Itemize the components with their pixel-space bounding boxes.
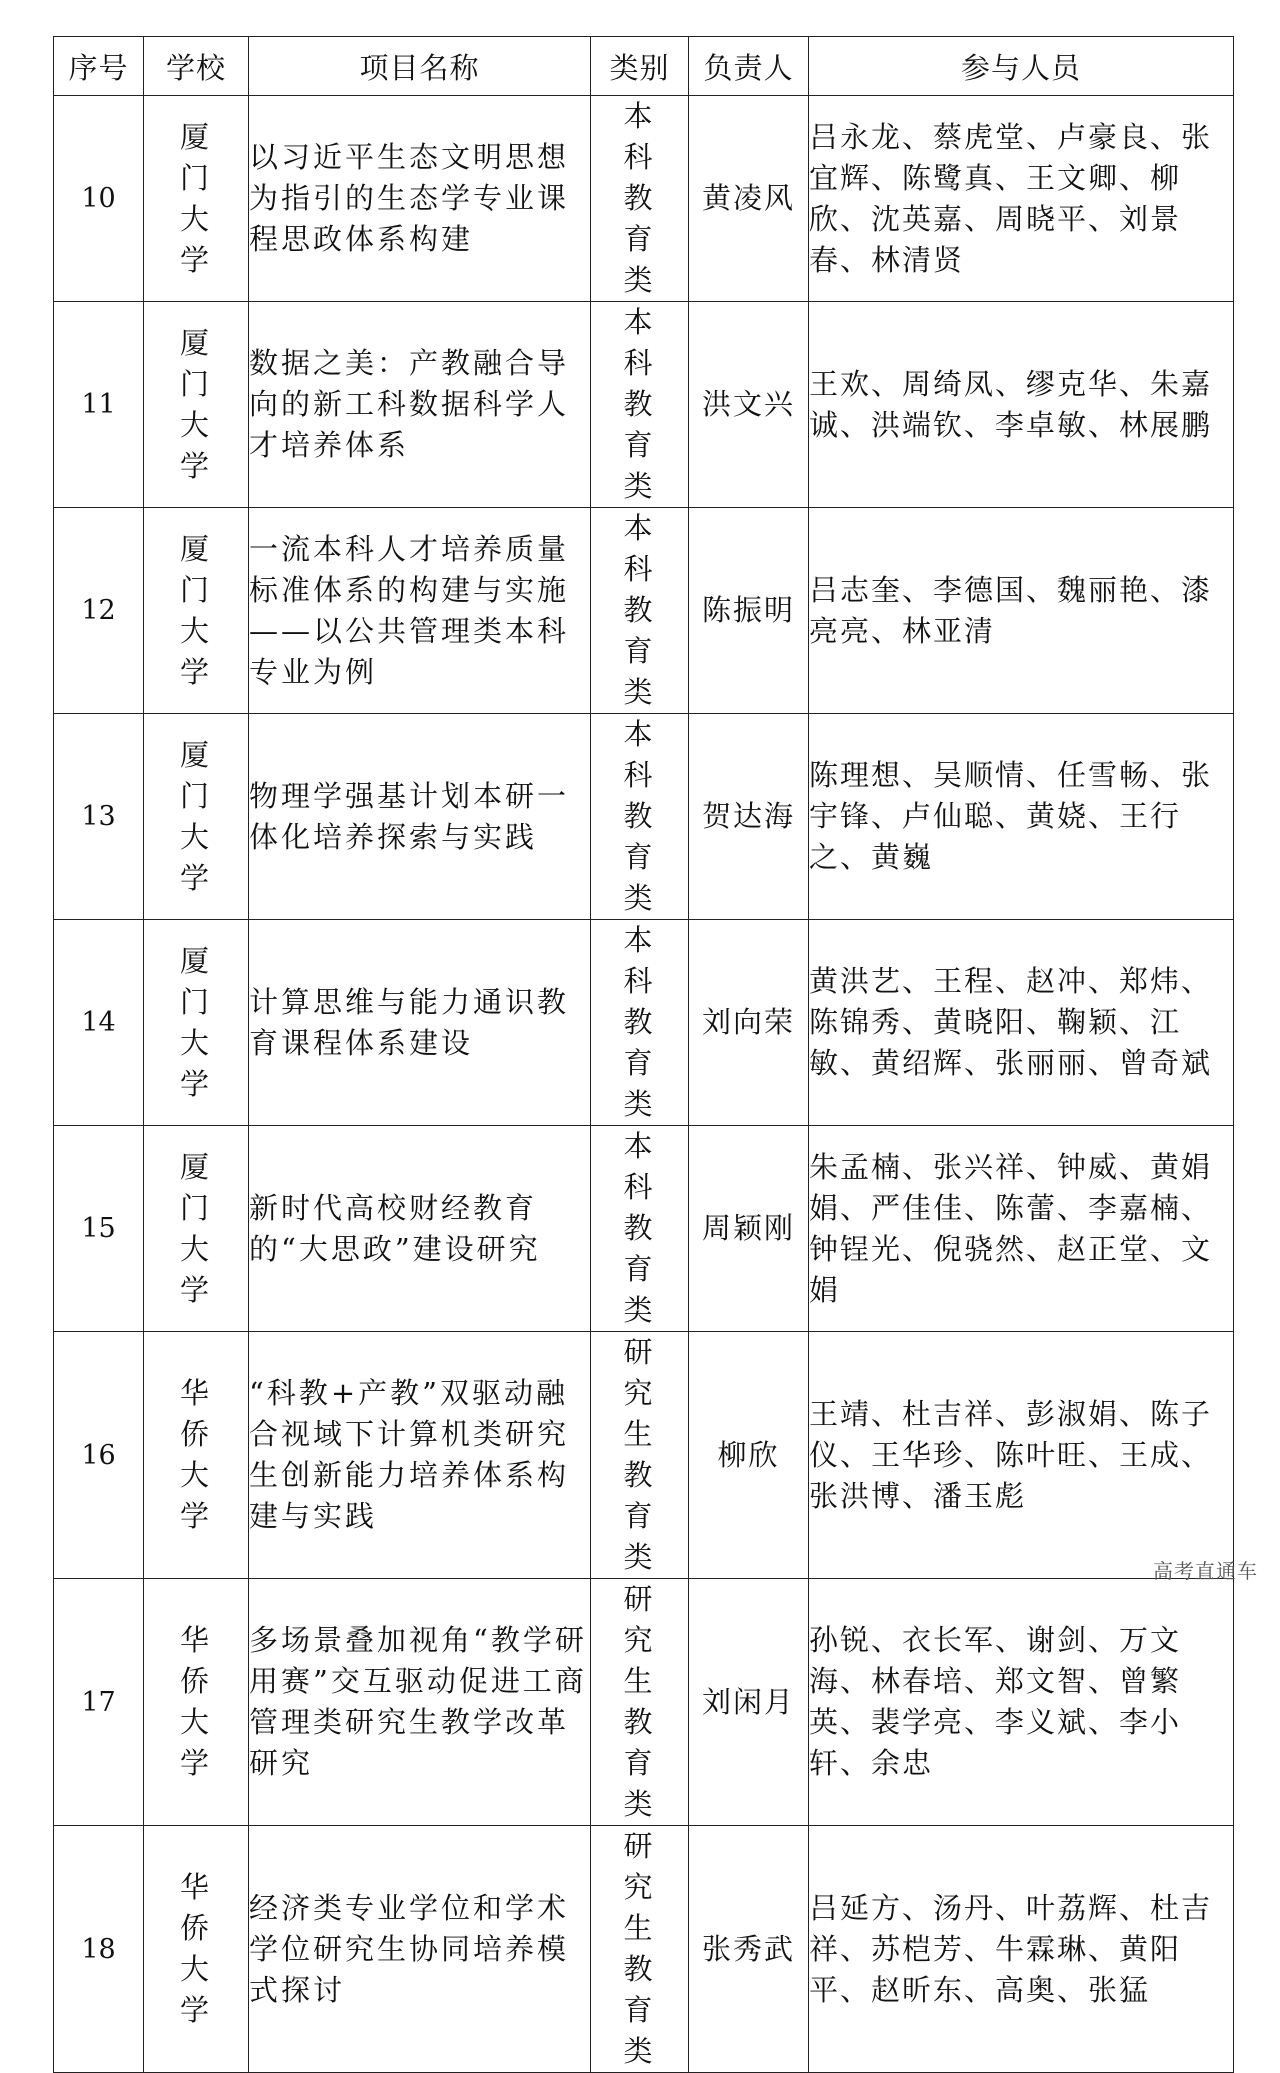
- lead-text: 刘向荣: [701, 1005, 795, 1039]
- row-lead: [689, 1332, 809, 1579]
- type-text: 本科教育类: [623, 305, 656, 503]
- row-lead: [689, 302, 809, 508]
- row-no: 15: [54, 1126, 144, 1332]
- row-school: [144, 1332, 249, 1579]
- row-lead: [689, 508, 809, 714]
- project-name-text: 新时代高校财经教育的“大思政”建设研究: [249, 1190, 541, 1266]
- lead-text: 张秀武: [701, 1931, 795, 1966]
- row-type: [591, 920, 689, 1126]
- header-lead: 负责人: [689, 37, 809, 96]
- row-project-name: [249, 1579, 591, 1826]
- row-members: [809, 1579, 1234, 1826]
- header-project-name: 项目名称: [249, 37, 591, 96]
- row-no: 10: [54, 96, 144, 302]
- row-members: [809, 714, 1234, 920]
- table-row: [54, 714, 1234, 920]
- row-type: [591, 1332, 689, 1579]
- table-row: [54, 1826, 1234, 2073]
- lead-text: 陈振明: [701, 593, 795, 627]
- row-no: 14: [54, 920, 144, 1126]
- watermark-text: 高考直通车: [1153, 1559, 1258, 1583]
- table-row: [54, 1579, 1234, 1826]
- row-lead: [689, 920, 809, 1126]
- row-project-name: [249, 1332, 591, 1579]
- row-members: [809, 920, 1234, 1126]
- table-row: [54, 302, 1234, 508]
- school-text: 厦门大学: [179, 325, 212, 483]
- row-members: [809, 1826, 1234, 2073]
- type-text: 研究生教育类: [623, 1829, 656, 2068]
- row-project-name: [249, 920, 591, 1126]
- row-project-name: [249, 714, 591, 920]
- row-lead: [689, 1826, 809, 2073]
- row-type: [591, 96, 689, 302]
- row-school: [144, 96, 249, 302]
- row-members: [809, 1126, 1234, 1332]
- members-text: 吕志奎、李德国、魏丽艳、漆亮亮、林亚清: [809, 572, 1213, 648]
- type-text: 本科教育类: [623, 923, 656, 1121]
- type-text: 研究生教育类: [623, 1335, 656, 1574]
- header-no: 序号: [54, 37, 144, 96]
- lead-text: 刘闲月: [701, 1684, 795, 1719]
- row-no: 16: [54, 1332, 144, 1579]
- row-school: [144, 1826, 249, 2073]
- row-members: [809, 302, 1234, 508]
- row-members: [809, 508, 1234, 714]
- project-table: [53, 36, 1234, 2073]
- school-text: 华侨大学: [179, 1870, 212, 2027]
- row-no: 17: [54, 1579, 144, 1826]
- type-text: 研究生教育类: [623, 1582, 656, 1821]
- lead-text: 洪文兴: [701, 387, 795, 421]
- table-header-row: [54, 37, 1234, 96]
- members-text: 孙锐、衣长军、谢剑、万文海、林春培、郑文智、曾繁英、裴学亮、李义斌、李小轩、余忠: [809, 1623, 1182, 1780]
- type-text: 本科教育类: [623, 99, 656, 297]
- members-text: 黄洪艺、王程、赵冲、郑炜、陈锦秀、黄晓阳、鞠颖、江敏、黄绍辉、张丽丽、曾奇斌: [809, 964, 1213, 1080]
- table-row: [54, 1332, 1234, 1579]
- row-project-name: [249, 96, 591, 302]
- school-text: 厦门大学: [179, 531, 212, 689]
- school-text: 华侨大学: [179, 1623, 212, 1780]
- type-text: 本科教育类: [623, 717, 656, 915]
- row-school: [144, 508, 249, 714]
- members-text: 王欢、周绮凤、缪克华、朱嘉诚、洪端钦、李卓敏、林展鹏: [809, 366, 1213, 442]
- row-type: [591, 714, 689, 920]
- row-members: [809, 1332, 1234, 1579]
- type-text: 本科教育类: [623, 511, 656, 709]
- project-name-text: 物理学强基计划本研一体化培养探索与实践: [249, 778, 570, 854]
- row-lead: [689, 1579, 809, 1826]
- type-text: 本科教育类: [623, 1129, 656, 1327]
- lead-text: 周颖刚: [701, 1211, 795, 1245]
- row-type: [591, 1579, 689, 1826]
- project-name-text: 计算思维与能力通识教育课程体系建设: [249, 984, 570, 1060]
- table-row: [54, 96, 1234, 302]
- project-name-text: “科教+产教”双驱动融合视域下计算机类研究生创新能力培养体系构建与实践: [249, 1376, 570, 1533]
- row-lead: [689, 96, 809, 302]
- row-no: 11: [54, 302, 144, 508]
- lead-text: 贺达海: [701, 799, 795, 833]
- header-members: 参与人员: [809, 37, 1234, 96]
- row-no: 12: [54, 508, 144, 714]
- row-project-name: [249, 1826, 591, 2073]
- row-school: [144, 920, 249, 1126]
- project-name-text: 数据之美：产教融合导向的新工科数据科学人才培养体系: [249, 346, 570, 462]
- school-text: 厦门大学: [179, 737, 212, 895]
- project-name-text: 经济类专业学位和学术学位研究生协同培养模式探讨: [249, 1890, 570, 2007]
- project-name-text: 以习近平生态文明思想为指引的生态学专业课程思政体系构建: [249, 140, 570, 256]
- header-school: 学校: [144, 37, 249, 96]
- row-school: [144, 714, 249, 920]
- members-text: 朱孟楠、张兴祥、钟威、黄娟娟、严佳佳、陈蕾、李嘉楠、钟锃光、倪骁然、赵正堂、文娟: [809, 1149, 1213, 1307]
- school-text: 厦门大学: [179, 1149, 212, 1307]
- project-name-text: 一流本科人才培养质量标准体系的构建与实施——以公共管理类本科专业为例: [249, 531, 570, 689]
- header-type: 类别: [591, 37, 689, 96]
- members-text: 王靖、杜吉祥、彭淑娟、陈子仪、王华珍、陈叶旺、王成、张洪博、潘玉彪: [809, 1396, 1213, 1513]
- school-text: 厦门大学: [179, 119, 212, 277]
- lead-text: 黄凌风: [701, 181, 795, 215]
- row-school: [144, 302, 249, 508]
- row-project-name: [249, 302, 591, 508]
- members-text: 吕永龙、蔡虎堂、卢豪良、张宜辉、陈鹭真、王文卿、柳欣、沈英嘉、周晓平、刘景春、林清贤: [809, 119, 1213, 277]
- row-no: 18: [54, 1826, 144, 2073]
- lead-text: 柳欣: [717, 1437, 780, 1472]
- row-project-name: [249, 1126, 591, 1332]
- row-project-name: [249, 508, 591, 714]
- row-type: [591, 1826, 689, 2073]
- row-school: [144, 1126, 249, 1332]
- row-school: [144, 1579, 249, 1826]
- row-members: [809, 96, 1234, 302]
- table-row: [54, 1126, 1234, 1332]
- members-text: 吕延方、汤丹、叶荔辉、杜吉祥、苏桤芳、牛霖琳、黄阳平、赵昕东、高奥、张猛: [809, 1890, 1213, 2007]
- row-no: 13: [54, 714, 144, 920]
- row-type: [591, 1126, 689, 1332]
- table-row: [54, 508, 1234, 714]
- table-row: [54, 920, 1234, 1126]
- row-type: [591, 508, 689, 714]
- school-text: 华侨大学: [179, 1376, 212, 1533]
- row-type: [591, 302, 689, 508]
- members-text: 陈理想、吴顺情、任雪畅、张宇锋、卢仙聪、黄娆、王行之、黄巍: [809, 758, 1213, 874]
- row-lead: [689, 714, 809, 920]
- row-lead: [689, 1126, 809, 1332]
- school-text: 厦门大学: [179, 943, 212, 1101]
- project-name-text: 多场景叠加视角“教学研用赛”交互驱动促进工商管理类研究生教学改革研究: [249, 1623, 587, 1780]
